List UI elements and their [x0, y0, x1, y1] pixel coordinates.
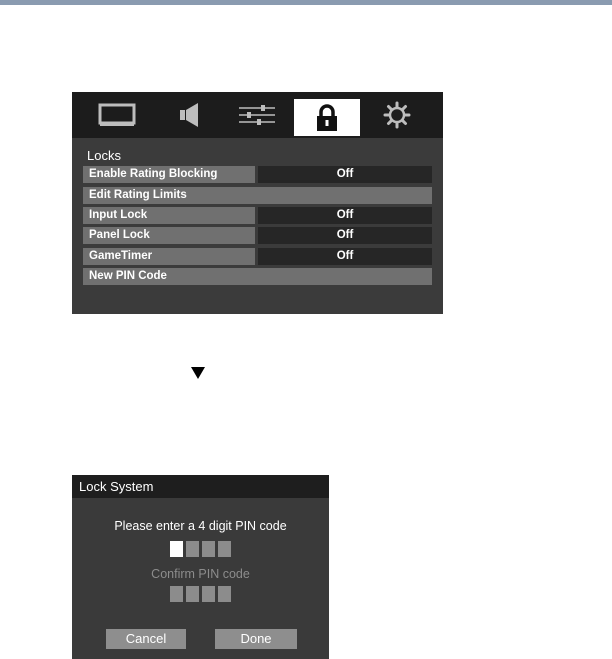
tab-settings-sliders[interactable] — [232, 97, 282, 133]
menu-row-label: New PIN Code — [83, 268, 432, 285]
locks-menu-panel — [72, 92, 443, 314]
dialog-titlebar — [72, 475, 329, 498]
gear-icon — [382, 100, 412, 130]
menu-tab-bar — [72, 92, 443, 138]
lock-icon — [314, 103, 340, 133]
settings-sliders-icon — [235, 101, 279, 129]
menu-row-label: Input Lock — [83, 207, 255, 224]
menu-row-value: Off — [258, 227, 432, 244]
dialog-title: Lock System — [79, 479, 154, 494]
menu-row-label: GameTimer — [83, 248, 255, 265]
done-button[interactable]: Done — [215, 629, 297, 649]
menu-row-value: Off — [258, 166, 432, 183]
down-arrow-icon — [191, 367, 205, 379]
tab-setup[interactable] — [372, 97, 422, 133]
menu-row-value: Off — [258, 248, 432, 265]
confirm-pin-entry[interactable] — [170, 586, 232, 602]
menu-row-enable-rating-blocking[interactable] — [83, 166, 432, 183]
menu-row-gametimer[interactable] — [83, 248, 432, 265]
cancel-button[interactable]: Cancel — [106, 629, 186, 649]
confirm-pin-digit-box[interactable] — [186, 586, 199, 602]
menu-row-label: Panel Lock — [83, 227, 255, 244]
confirm-pin-digit-box[interactable] — [218, 586, 231, 602]
menu-row-label: Edit Rating Limits — [83, 187, 432, 204]
pin-digit-box[interactable] — [186, 541, 199, 557]
confirm-pin-prompt: Confirm PIN code — [151, 567, 250, 581]
tab-locks[interactable] — [294, 99, 360, 136]
tab-sound[interactable] — [164, 97, 214, 133]
menu-row-panel-lock[interactable] — [83, 227, 432, 244]
pin-prompt: Please enter a 4 digit PIN code — [114, 519, 287, 533]
menu-row-edit-rating-limits[interactable] — [83, 187, 432, 204]
lock-system-dialog — [72, 475, 329, 659]
menu-row-label: Enable Rating Blocking — [83, 166, 255, 183]
pin-digit-box[interactable] — [202, 541, 215, 557]
picture-icon — [97, 102, 137, 128]
page-top-rule — [0, 0, 612, 5]
menu-row-input-lock[interactable] — [83, 207, 432, 224]
confirm-pin-digit-box[interactable] — [170, 586, 183, 602]
tab-picture[interactable] — [92, 97, 142, 133]
menu-row-new-pin-code[interactable] — [83, 268, 432, 285]
section-title: Locks — [87, 148, 121, 163]
pin-digit-box[interactable] — [218, 541, 231, 557]
pin-entry[interactable] — [170, 541, 232, 557]
sound-icon — [172, 100, 206, 130]
pin-digit-box[interactable] — [170, 541, 183, 557]
menu-row-value: Off — [258, 207, 432, 224]
confirm-pin-digit-box[interactable] — [202, 586, 215, 602]
